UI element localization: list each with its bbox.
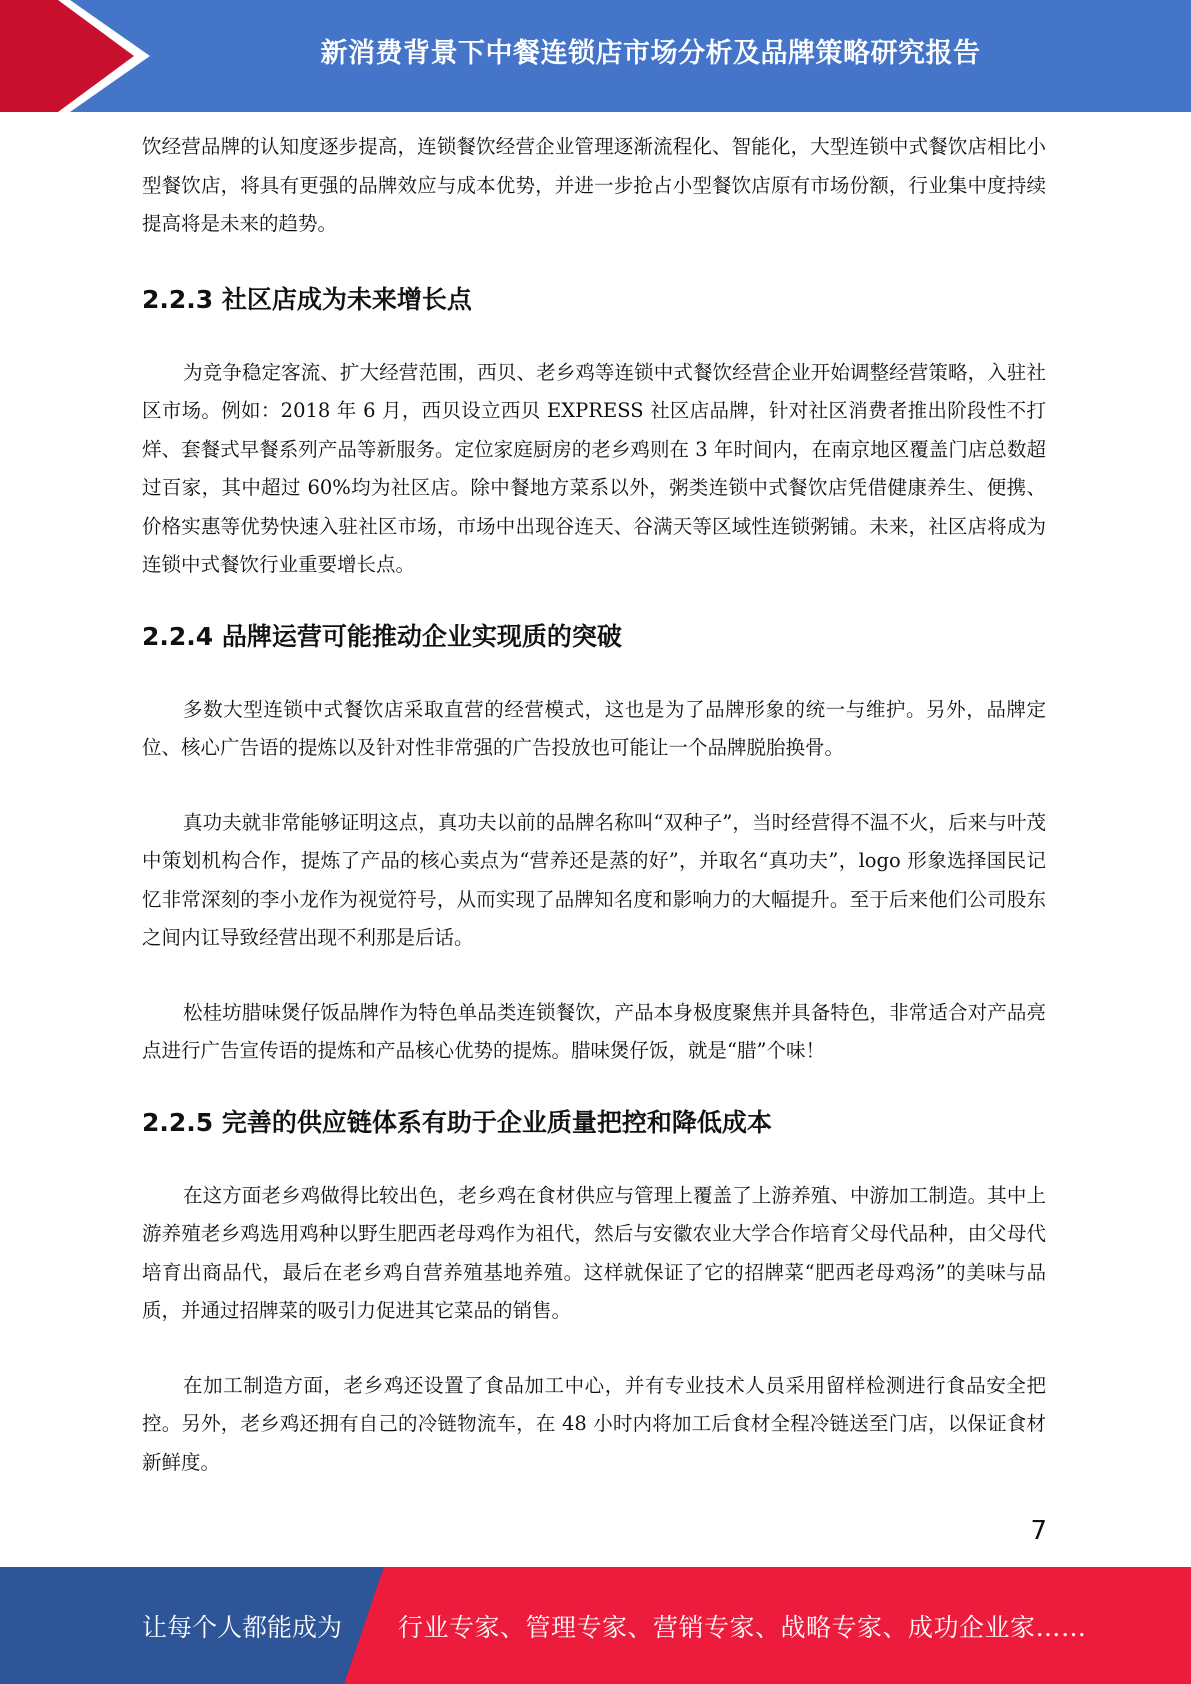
footer-banner [0, 1567, 1191, 1684]
page-number: 7 [1030, 1516, 1047, 1546]
report-title: 新消费背景下中餐连锁店市场分析及品牌策略研究报告 [320, 37, 981, 69]
section-2-2-4-paragraph-2: 真功夫就非常能够证明这点，真功夫以前的品牌名称叫“双种子”，当时经营得不温不火，后来与叶茂中策划机构合作，提炼了产品的核心卖点为“营养还是蒸的好”，并取名“真功夫”，logo 形象选择国民记忆非常深刻的李小龙作为视觉符号，从而实现了品牌知名度和影响力的大幅提升。至于后来他们公司股东之间内讧导致经营出现不利那是后话。 [142, 810, 1046, 949]
intro-paragraph: 饮经营品牌的认知度逐步提高，连锁餐饮经营企业管理逐渐流程化、智能化，大型连锁中式餐饮店相比小型餐饮店，将具有更强的品牌效应与成本优势，并进一步抢占小型餐饮店原有市场份额，行业集中度持续提高将是未来的趋势。 [142, 135, 1046, 235]
section-2-2-5-paragraph-1: 在这方面老乡鸡做得比较出色，老乡鸡在食材供应与管理上覆盖了上游养殖、中游加工制造。其中上游养殖老乡鸡选用鸡种以野生肥西老母鸡作为祖代，然后与安徽农业大学合作培育父母代品种，由父母代培育出商品代，最后在老乡鸡自营养殖基地养殖。这样就保证了它的招牌菜“肥西老母鸡汤”的美味与品质，并通过招牌菜的吸引力促进其它菜品的销售。 [142, 1183, 1046, 1322]
section-heading-2-2-5: 2.2.5 完善的供应链体系有助于企业质量把控和降低成本 [142, 1107, 772, 1137]
section-heading-2-2-3: 2.2.3 社区店成为未来增长点 [142, 284, 472, 314]
header-banner [0, 0, 1191, 112]
section-heading-2-2-4: 2.2.4 品牌运营可能推动企业实现质的突破 [142, 621, 622, 651]
section-2-2-3-paragraph-1: 为竞争稳定客流、扩大经营范围，西贝、老乡鸡等连锁中式餐饮经营企业开始调整经营策略，入驻社区市场。例如：2018 年 6 月，西贝设立西贝 EXPRESS 社区店品牌，针对社区消费者推出阶段性不打烊、套餐式早餐系列产品等新服务。定位家庭厨房的老乡鸡则在 3 年时间内，在南京地区覆盖门店总数超过百家，其中超过 60%均为社区店。除中餐地方菜系以外，粥类连锁中式餐饮店凭借健康养生、便携、价格实惠等优势快速入驻社区市场，市场中出现谷连天、谷满天等区域性连锁粥铺。未来，社区店将成为连锁中式餐饮行业重要增长点。 [142, 360, 1046, 576]
section-2-2-4-paragraph-3: 松桂坊腊味煲仔饭品牌作为特色单品类连锁餐饮，产品本身极度聚焦并具备特色，非常适合对产品亮点进行广告宣传语的提炼和产品核心优势的提炼。腊味煲仔饭，就是“腊”个味！ [142, 1000, 1046, 1062]
section-2-2-5-paragraph-2: 在加工制造方面，老乡鸡还设置了食品加工中心，并有专业技术人员采用留样检测进行食品安全把控。另外，老乡鸡还拥有自己的冷链物流车，在 48 小时内将加工后食材全程冷链送至门店，以保证食材新鲜度。 [142, 1373, 1046, 1474]
page-content [142, 128, 1046, 1482]
footer-slogan-left: 让每个人都能成为 [142, 1612, 343, 1642]
header-arrow [0, 0, 134, 112]
footer-slogan-right: 行业专家、管理专家、营销专家、战略专家、成功企业家…… [398, 1612, 1087, 1642]
section-2-2-4-paragraph-1: 多数大型连锁中式餐饮店采取直营的经营模式，这也是为了品牌形象的统一与维护。另外，品牌定位、核心广告语的提炼以及针对性非常强的广告投放也可能让一个品牌脱胎换骨。 [142, 697, 1046, 759]
